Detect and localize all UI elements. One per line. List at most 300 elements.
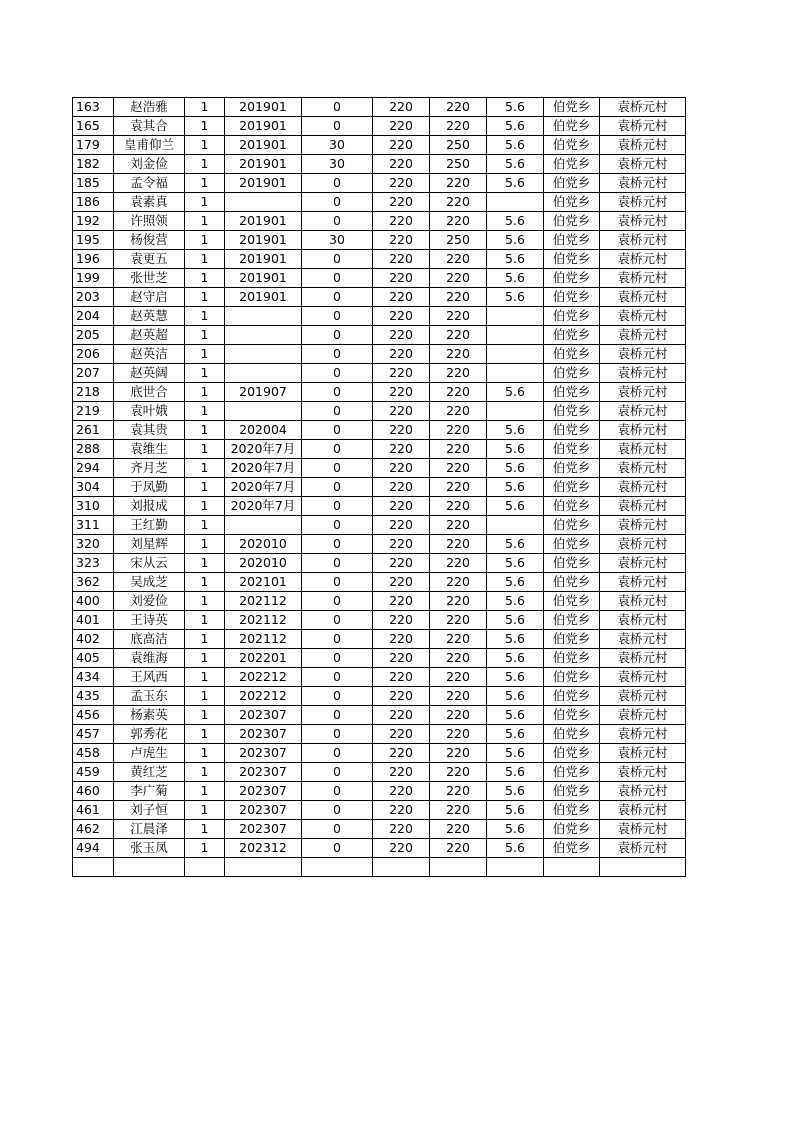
subsidy-cell: 0 — [302, 402, 373, 421]
date-cell: 202112 — [225, 592, 302, 611]
total-cell: 220 — [430, 725, 487, 744]
village-cell: 袁桥元村 — [600, 440, 686, 459]
table-row — [73, 630, 686, 649]
rate-cell: 5.6 — [487, 174, 544, 193]
name-cell: 许照领 — [114, 212, 185, 231]
total-cell: 250 — [430, 231, 487, 250]
village-cell: 袁桥元村 — [600, 554, 686, 573]
total-cell: 220 — [430, 839, 487, 858]
date-cell — [225, 516, 302, 535]
township-cell: 伯党乡 — [544, 193, 600, 212]
total-cell: 220 — [430, 440, 487, 459]
count-cell: 1 — [185, 440, 225, 459]
township-cell: 伯党乡 — [544, 231, 600, 250]
name-cell: 杨俊营 — [114, 231, 185, 250]
date-cell: 2020年7月 — [225, 440, 302, 459]
name-cell: 卢虎生 — [114, 744, 185, 763]
base-cell: 220 — [373, 478, 430, 497]
base-cell: 220 — [373, 231, 430, 250]
count-cell: 1 — [185, 117, 225, 136]
village-cell: 袁桥元村 — [600, 478, 686, 497]
count-cell: 1 — [185, 136, 225, 155]
rate-cell: 5.6 — [487, 440, 544, 459]
village-cell: 袁桥元村 — [600, 706, 686, 725]
date-cell — [225, 402, 302, 421]
count-cell: 1 — [185, 725, 225, 744]
total-cell: 220 — [430, 744, 487, 763]
subsidy-cell: 0 — [302, 573, 373, 592]
count-cell: 1 — [185, 345, 225, 364]
date-cell: 202307 — [225, 801, 302, 820]
count-cell: 1 — [185, 611, 225, 630]
row-id-cell: 261 — [73, 421, 114, 440]
table-row — [73, 535, 686, 554]
date-cell: 2020年7月 — [225, 478, 302, 497]
base-cell: 220 — [373, 706, 430, 725]
village-cell: 袁桥元村 — [600, 573, 686, 592]
township-cell: 伯党乡 — [544, 307, 600, 326]
rate-cell: 5.6 — [487, 136, 544, 155]
count-cell: 1 — [185, 193, 225, 212]
township-cell: 伯党乡 — [544, 212, 600, 231]
subsidy-cell: 0 — [302, 763, 373, 782]
count-cell: 1 — [185, 288, 225, 307]
subsidy-cell: 0 — [302, 98, 373, 117]
township-cell: 伯党乡 — [544, 744, 600, 763]
village-cell: 袁桥元村 — [600, 402, 686, 421]
table-row — [73, 763, 686, 782]
count-cell: 1 — [185, 307, 225, 326]
count-cell: 1 — [185, 364, 225, 383]
name-cell: 孟令福 — [114, 174, 185, 193]
base-cell: 220 — [373, 725, 430, 744]
subsidy-cell: 0 — [302, 497, 373, 516]
rate-cell — [487, 402, 544, 421]
date-cell: 201901 — [225, 288, 302, 307]
date-cell: 202307 — [225, 725, 302, 744]
total-cell: 220 — [430, 763, 487, 782]
village-cell: 袁桥元村 — [600, 117, 686, 136]
name-cell: 赵英洁 — [114, 345, 185, 364]
row-id-cell: 402 — [73, 630, 114, 649]
count-cell: 1 — [185, 516, 225, 535]
township-cell: 伯党乡 — [544, 801, 600, 820]
count-cell — [185, 858, 225, 877]
subsidy-cell: 0 — [302, 117, 373, 136]
rate-cell: 5.6 — [487, 250, 544, 269]
subsidy-cell: 0 — [302, 820, 373, 839]
village-cell: 袁桥元村 — [600, 611, 686, 630]
date-cell: 201907 — [225, 383, 302, 402]
rate-cell: 5.6 — [487, 611, 544, 630]
name-cell: 王风西 — [114, 668, 185, 687]
row-id-cell: 288 — [73, 440, 114, 459]
base-cell: 220 — [373, 630, 430, 649]
row-id-cell: 461 — [73, 801, 114, 820]
township-cell: 伯党乡 — [544, 459, 600, 478]
count-cell: 1 — [185, 839, 225, 858]
date-cell: 202307 — [225, 744, 302, 763]
rate-cell: 5.6 — [487, 117, 544, 136]
date-cell — [225, 326, 302, 345]
township-cell: 伯党乡 — [544, 345, 600, 364]
name-cell: 刘报成 — [114, 497, 185, 516]
name-cell: 赵英慧 — [114, 307, 185, 326]
base-cell: 220 — [373, 554, 430, 573]
base-cell: 220 — [373, 98, 430, 117]
row-id-cell: 362 — [73, 573, 114, 592]
village-cell: 袁桥元村 — [600, 345, 686, 364]
rate-cell: 5.6 — [487, 630, 544, 649]
name-cell: 江晨泽 — [114, 820, 185, 839]
subsidy-cell: 0 — [302, 307, 373, 326]
base-cell: 220 — [373, 744, 430, 763]
date-cell: 202307 — [225, 763, 302, 782]
total-cell: 220 — [430, 668, 487, 687]
count-cell: 1 — [185, 326, 225, 345]
count-cell: 1 — [185, 155, 225, 174]
total-cell: 220 — [430, 307, 487, 326]
count-cell: 1 — [185, 478, 225, 497]
row-id-cell: 179 — [73, 136, 114, 155]
village-cell: 袁桥元村 — [600, 364, 686, 383]
row-id-cell: 457 — [73, 725, 114, 744]
township-cell: 伯党乡 — [544, 174, 600, 193]
table-row — [73, 801, 686, 820]
total-cell: 220 — [430, 820, 487, 839]
date-cell: 202212 — [225, 687, 302, 706]
total-cell: 220 — [430, 687, 487, 706]
total-cell: 220 — [430, 345, 487, 364]
total-cell: 220 — [430, 117, 487, 136]
table-row — [73, 155, 686, 174]
count-cell: 1 — [185, 744, 225, 763]
table-row — [73, 706, 686, 725]
base-cell: 220 — [373, 326, 430, 345]
subsidy-cell: 0 — [302, 326, 373, 345]
row-id-cell: 185 — [73, 174, 114, 193]
count-cell: 1 — [185, 98, 225, 117]
table-row — [73, 136, 686, 155]
name-cell: 袁素真 — [114, 193, 185, 212]
township-cell: 伯党乡 — [544, 155, 600, 174]
row-id-cell: 206 — [73, 345, 114, 364]
table-row — [73, 193, 686, 212]
total-cell: 220 — [430, 497, 487, 516]
township-cell: 伯党乡 — [544, 364, 600, 383]
base-cell: 220 — [373, 459, 430, 478]
name-cell: 赵浩雅 — [114, 98, 185, 117]
base-cell: 220 — [373, 307, 430, 326]
table-row — [73, 421, 686, 440]
base-cell: 220 — [373, 136, 430, 155]
row-id-cell: 320 — [73, 535, 114, 554]
table-row — [73, 98, 686, 117]
date-cell — [225, 307, 302, 326]
village-cell: 袁桥元村 — [600, 820, 686, 839]
total-cell: 220 — [430, 288, 487, 307]
rate-cell — [487, 307, 544, 326]
village-cell: 袁桥元村 — [600, 687, 686, 706]
township-cell: 伯党乡 — [544, 782, 600, 801]
count-cell: 1 — [185, 573, 225, 592]
subsidy-cell: 0 — [302, 649, 373, 668]
village-cell: 袁桥元村 — [600, 307, 686, 326]
rate-cell: 5.6 — [487, 820, 544, 839]
village-cell: 袁桥元村 — [600, 668, 686, 687]
date-cell: 201901 — [225, 212, 302, 231]
date-cell: 202101 — [225, 573, 302, 592]
row-id-cell: 494 — [73, 839, 114, 858]
table-row — [73, 402, 686, 421]
date-cell: 202212 — [225, 668, 302, 687]
rate-cell: 5.6 — [487, 744, 544, 763]
table-row — [73, 326, 686, 345]
rate-cell: 5.6 — [487, 687, 544, 706]
name-cell: 张世芝 — [114, 269, 185, 288]
row-id-cell: 458 — [73, 744, 114, 763]
rate-cell: 5.6 — [487, 554, 544, 573]
township-cell: 伯党乡 — [544, 649, 600, 668]
rate-cell: 5.6 — [487, 269, 544, 288]
name-cell: 郭秀花 — [114, 725, 185, 744]
subsidy-cell: 0 — [302, 630, 373, 649]
total-cell: 220 — [430, 269, 487, 288]
township-cell: 伯党乡 — [544, 687, 600, 706]
name-cell: 袁叶娥 — [114, 402, 185, 421]
subsidy-cell: 0 — [302, 687, 373, 706]
row-id-cell: 219 — [73, 402, 114, 421]
village-cell: 袁桥元村 — [600, 763, 686, 782]
total-cell: 220 — [430, 383, 487, 402]
subsidy-cell: 0 — [302, 174, 373, 193]
count-cell: 1 — [185, 649, 225, 668]
village-cell: 袁桥元村 — [600, 269, 686, 288]
subsidy-cell: 0 — [302, 535, 373, 554]
base-cell: 220 — [373, 535, 430, 554]
name-cell: 张玉凤 — [114, 839, 185, 858]
date-cell: 202307 — [225, 706, 302, 725]
total-cell: 220 — [430, 649, 487, 668]
row-id-cell — [73, 858, 114, 877]
date-cell: 202112 — [225, 611, 302, 630]
total-cell: 250 — [430, 136, 487, 155]
village-cell: 袁桥元村 — [600, 421, 686, 440]
total-cell: 220 — [430, 174, 487, 193]
base-cell: 220 — [373, 782, 430, 801]
name-cell: 吴成芝 — [114, 573, 185, 592]
village-cell: 袁桥元村 — [600, 136, 686, 155]
table-row — [73, 820, 686, 839]
village-cell: 袁桥元村 — [600, 649, 686, 668]
name-cell: 底高洁 — [114, 630, 185, 649]
table-row — [73, 307, 686, 326]
date-cell: 202307 — [225, 782, 302, 801]
base-cell: 220 — [373, 839, 430, 858]
township-cell: 伯党乡 — [544, 592, 600, 611]
table-body — [73, 98, 686, 877]
base-cell: 220 — [373, 592, 430, 611]
table-row — [73, 725, 686, 744]
total-cell: 220 — [430, 459, 487, 478]
township-cell: 伯党乡 — [544, 668, 600, 687]
subsidy-cell: 0 — [302, 250, 373, 269]
rate-cell: 5.6 — [487, 459, 544, 478]
count-cell: 1 — [185, 402, 225, 421]
rate-cell: 5.6 — [487, 763, 544, 782]
date-cell: 202010 — [225, 554, 302, 573]
date-cell: 202010 — [225, 535, 302, 554]
base-cell: 220 — [373, 250, 430, 269]
count-cell: 1 — [185, 668, 225, 687]
village-cell: 袁桥元村 — [600, 839, 686, 858]
village-cell: 袁桥元村 — [600, 592, 686, 611]
base-cell: 220 — [373, 155, 430, 174]
row-id-cell: 460 — [73, 782, 114, 801]
count-cell: 1 — [185, 763, 225, 782]
count-cell: 1 — [185, 706, 225, 725]
base-cell: 220 — [373, 611, 430, 630]
township-cell: 伯党乡 — [544, 402, 600, 421]
count-cell: 1 — [185, 820, 225, 839]
township-cell: 伯党乡 — [544, 820, 600, 839]
name-cell: 刘金俭 — [114, 155, 185, 174]
township-cell: 伯党乡 — [544, 478, 600, 497]
village-cell: 袁桥元村 — [600, 212, 686, 231]
date-cell: 201901 — [225, 136, 302, 155]
base-cell: 220 — [373, 649, 430, 668]
rate-cell: 5.6 — [487, 383, 544, 402]
table-row — [73, 288, 686, 307]
name-cell: 袁维生 — [114, 440, 185, 459]
total-cell: 220 — [430, 630, 487, 649]
name-cell: 宋从云 — [114, 554, 185, 573]
base-cell: 220 — [373, 193, 430, 212]
township-cell — [544, 858, 600, 877]
date-cell: 202201 — [225, 649, 302, 668]
subsidy-cell: 0 — [302, 383, 373, 402]
village-cell: 袁桥元村 — [600, 250, 686, 269]
name-cell: 袁维海 — [114, 649, 185, 668]
village-cell: 袁桥元村 — [600, 326, 686, 345]
village-cell: 袁桥元村 — [600, 497, 686, 516]
rate-cell: 5.6 — [487, 706, 544, 725]
rate-cell: 5.6 — [487, 725, 544, 744]
rate-cell: 5.6 — [487, 668, 544, 687]
rate-cell — [487, 364, 544, 383]
date-cell: 202112 — [225, 630, 302, 649]
subsidy-cell: 0 — [302, 611, 373, 630]
base-cell: 220 — [373, 421, 430, 440]
base-cell: 220 — [373, 383, 430, 402]
name-cell: 底世合 — [114, 383, 185, 402]
count-cell: 1 — [185, 250, 225, 269]
rate-cell: 5.6 — [487, 782, 544, 801]
total-cell: 220 — [430, 364, 487, 383]
rate-cell — [487, 516, 544, 535]
rate-cell: 5.6 — [487, 478, 544, 497]
count-cell: 1 — [185, 231, 225, 250]
base-cell: 220 — [373, 364, 430, 383]
base-cell: 220 — [373, 687, 430, 706]
table-row — [73, 212, 686, 231]
rate-cell: 5.6 — [487, 592, 544, 611]
rate-cell: 5.6 — [487, 535, 544, 554]
table-row — [73, 440, 686, 459]
table-row — [73, 744, 686, 763]
row-id-cell: 165 — [73, 117, 114, 136]
row-id-cell: 207 — [73, 364, 114, 383]
subsidy-cell: 0 — [302, 459, 373, 478]
date-cell — [225, 364, 302, 383]
count-cell: 1 — [185, 269, 225, 288]
township-cell: 伯党乡 — [544, 630, 600, 649]
rate-cell — [487, 858, 544, 877]
count-cell: 1 — [185, 592, 225, 611]
table-row — [73, 592, 686, 611]
row-id-cell: 196 — [73, 250, 114, 269]
township-cell: 伯党乡 — [544, 497, 600, 516]
table-row — [73, 516, 686, 535]
count-cell: 1 — [185, 801, 225, 820]
village-cell: 袁桥元村 — [600, 630, 686, 649]
count-cell: 1 — [185, 383, 225, 402]
base-cell: 220 — [373, 440, 430, 459]
base-cell: 220 — [373, 497, 430, 516]
base-cell: 220 — [373, 801, 430, 820]
row-id-cell: 400 — [73, 592, 114, 611]
row-id-cell: 456 — [73, 706, 114, 725]
table-row — [73, 231, 686, 250]
subsidy-cell: 0 — [302, 782, 373, 801]
row-id-cell: 459 — [73, 763, 114, 782]
township-cell: 伯党乡 — [544, 839, 600, 858]
base-cell: 220 — [373, 288, 430, 307]
row-id-cell: 205 — [73, 326, 114, 345]
village-cell: 袁桥元村 — [600, 744, 686, 763]
date-cell: 202004 — [225, 421, 302, 440]
rate-cell: 5.6 — [487, 155, 544, 174]
rate-cell: 5.6 — [487, 497, 544, 516]
row-id-cell: 434 — [73, 668, 114, 687]
subsidy-cell: 0 — [302, 288, 373, 307]
rate-cell: 5.6 — [487, 421, 544, 440]
subsidy-cell: 0 — [302, 801, 373, 820]
village-cell: 袁桥元村 — [600, 174, 686, 193]
base-cell: 220 — [373, 269, 430, 288]
total-cell — [430, 858, 487, 877]
name-cell: 赵英超 — [114, 326, 185, 345]
date-cell: 201901 — [225, 269, 302, 288]
subsidy-cell: 0 — [302, 592, 373, 611]
name-cell: 齐月芝 — [114, 459, 185, 478]
row-id-cell: 310 — [73, 497, 114, 516]
township-cell: 伯党乡 — [544, 440, 600, 459]
date-cell — [225, 858, 302, 877]
name-cell: 刘星辉 — [114, 535, 185, 554]
date-cell: 201901 — [225, 231, 302, 250]
table-row — [73, 364, 686, 383]
name-cell: 黄红芝 — [114, 763, 185, 782]
table-row — [73, 782, 686, 801]
rate-cell: 5.6 — [487, 288, 544, 307]
table-row — [73, 250, 686, 269]
total-cell: 220 — [430, 193, 487, 212]
subsidy-cell: 0 — [302, 193, 373, 212]
village-cell: 袁桥元村 — [600, 459, 686, 478]
name-cell: 杨素英 — [114, 706, 185, 725]
table-row — [73, 649, 686, 668]
